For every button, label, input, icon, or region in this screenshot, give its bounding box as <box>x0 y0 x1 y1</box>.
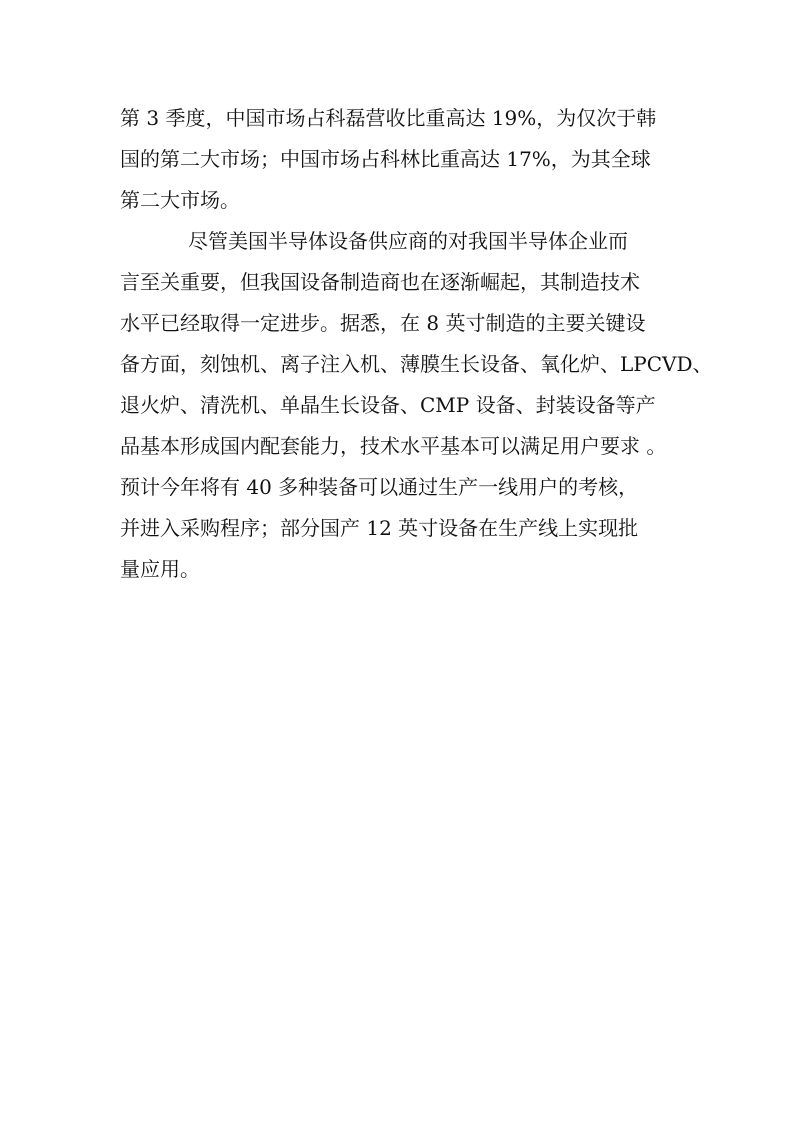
paragraph-2-line-7: 预计今年将有 40 多种装备可以通过生产一线用户的考核， <box>120 475 639 499</box>
paragraph-2-line-1: 尽管美国半导体设备供应商的对我国半导体企业而 <box>188 229 628 253</box>
paragraph-2-line-5: 退火炉、清洗机、单晶生长设备、CMP 设备、封装设备等产 <box>120 393 656 417</box>
paragraph-1-line-2: 国的第二大市场；中国市场占科林比重高达 17%，为其全球 <box>120 147 651 171</box>
paragraph-1-line-3: 第二大市场。 <box>120 188 240 212</box>
paragraph-2-line-9: 量应用。 <box>120 557 200 581</box>
paragraph-2-line-6: 品基本形成国内配套能力，技术水平基本可以满足用户要求 。 <box>120 434 667 458</box>
paragraph-2-line-2: 言至关重要，但我国设备制造商也在逐渐崛起，其制造技术 <box>120 270 640 294</box>
paragraph-2-line-3: 水平已经取得一定进步。据悉，在 8 英寸制造的主要关键设 <box>120 311 646 335</box>
paragraph-2-line-4: 备方面，刻蚀机、离子注入机、薄膜生长设备、氧化炉、LPCVD、 <box>120 352 713 376</box>
paragraph-1-line-1: 第 3 季度，中国市场占科磊营收比重高达 19%，为仅次于韩 <box>120 106 657 130</box>
paragraph-2-line-8: 并进入采购程序；部分国产 12 英寸设备在生产线上实现批 <box>120 516 639 540</box>
